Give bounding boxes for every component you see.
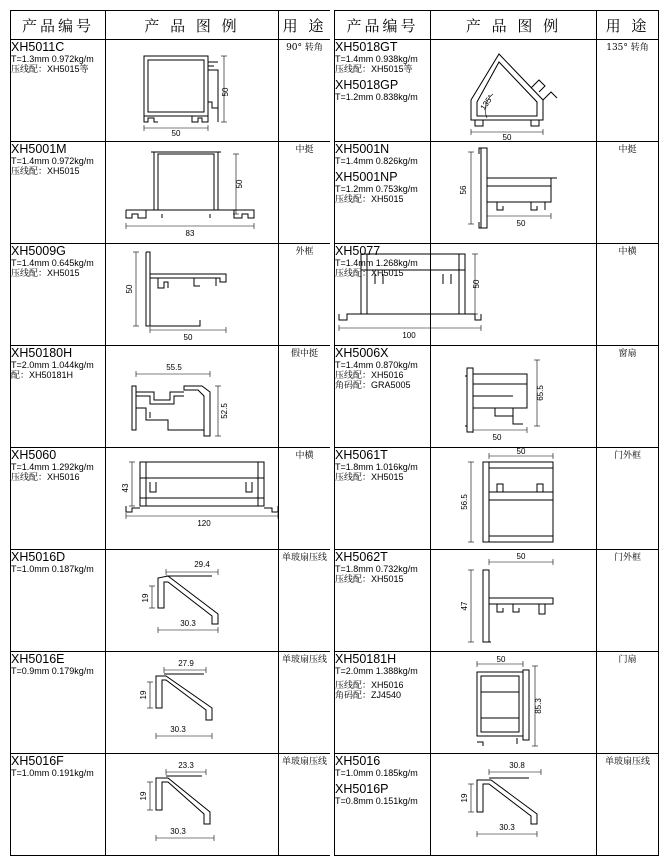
profile-figure-cell <box>106 550 279 652</box>
product-code-cell <box>335 754 431 856</box>
profile-drawing <box>431 754 597 855</box>
spec-line: 压线配：XH5015 <box>335 574 404 584</box>
table-row <box>11 346 331 448</box>
dimension-label: 29.4 <box>194 560 210 569</box>
product-code-cell <box>11 550 106 652</box>
header-use: 用 途 <box>279 11 331 40</box>
profile-drawing <box>431 448 597 549</box>
dimension-label: 65.5 <box>536 385 545 401</box>
dimension-label: 27.9 <box>178 659 194 668</box>
profile-figure-cell <box>431 652 597 754</box>
product-code-cell <box>335 40 431 142</box>
usage-cell: 窗扇 <box>597 346 659 448</box>
product-code-cell <box>335 448 431 550</box>
table-row <box>335 550 659 652</box>
dimension-label: 83 <box>185 229 195 238</box>
spec-line: 压线配：XH5016 <box>11 472 80 482</box>
dimension-label: 19 <box>141 593 150 603</box>
profile-drawing <box>431 652 597 753</box>
profile-drawing <box>402 244 597 345</box>
table-row <box>335 244 659 346</box>
model-name: XH5061T <box>335 448 388 462</box>
product-code-cell <box>335 550 431 652</box>
product-code-cell <box>335 142 431 244</box>
spec-line: T=1.2mm 0.838kg/m <box>335 92 418 102</box>
model-name: XH5016P <box>335 782 389 796</box>
catalog-table-right <box>334 10 659 856</box>
dimension-label: 19 <box>139 791 148 801</box>
usage-cell: 单玻扇压线 <box>279 550 331 652</box>
usage-cell: 中挺 <box>597 142 659 244</box>
profile-drawing <box>106 652 279 753</box>
table-row <box>11 550 331 652</box>
dimension-label: 50 <box>125 284 134 294</box>
dimension-label: 50 <box>496 655 506 664</box>
table-row <box>335 142 659 244</box>
profile-figure-cell <box>431 40 597 142</box>
table-header-row <box>11 11 331 40</box>
usage-cell: 门扇 <box>597 652 659 754</box>
model-name: XH5016F <box>11 754 64 768</box>
dimension-label: 50 <box>516 219 526 228</box>
usage-cell: 中横 <box>597 244 659 346</box>
profile-drawing <box>106 142 279 243</box>
product-code-cell <box>335 244 431 346</box>
dimension-label: 47 <box>460 601 469 611</box>
profile-figure-cell <box>106 652 279 754</box>
profile-figure-cell <box>431 754 597 856</box>
profile-figure-cell <box>431 550 597 652</box>
table-header-row <box>335 11 659 40</box>
profile-drawing <box>431 550 597 651</box>
dimension-label: 30.3 <box>170 827 186 836</box>
profile-drawing <box>106 40 279 141</box>
model-name: XH5009G <box>11 244 66 258</box>
spec-line: 压线配：XH5015 <box>335 268 404 278</box>
spec-line: 压线配：XH5015 <box>335 472 404 482</box>
profile-figure-cell <box>106 346 279 448</box>
usage-cell: 外框 <box>279 244 331 346</box>
profile-figure-cell <box>431 142 597 244</box>
product-code-cell <box>11 40 106 142</box>
spec-line: 压线配：XH5016 <box>335 370 404 380</box>
model-name: XH5001M <box>11 142 67 156</box>
spec-line: T=1.4mm 0.645kg/m <box>11 258 94 268</box>
model-name: XH5016 <box>335 754 381 768</box>
spec-line: 角码配：GRA5005 <box>335 380 411 390</box>
model-name: XH5018GP <box>335 78 399 92</box>
usage-cell: 中横 <box>279 448 331 550</box>
dimension-label: 50 <box>516 447 526 456</box>
header-figure: 产 品 图 例 <box>106 11 279 40</box>
table-row <box>11 754 331 856</box>
spec-line: T=1.3mm 0.972kg/m <box>11 54 94 64</box>
product-code-cell <box>335 652 431 754</box>
usage-cell: 门外框 <box>597 448 659 550</box>
spec-line: T=2.0mm 1.044kg/m <box>11 360 94 370</box>
dimension-label: 23.3 <box>178 761 194 770</box>
profile-figure-cell <box>106 40 279 142</box>
spec-line: T=1.4mm 0.972kg/m <box>11 156 94 166</box>
spec-line: T=0.9mm 0.179kg/m <box>11 666 94 676</box>
table-row <box>11 448 331 550</box>
spec-line: T=1.0mm 0.191kg/m <box>11 768 94 778</box>
model-name: XH50181H <box>335 652 397 666</box>
table-row <box>335 448 659 550</box>
model-name: XH5060 <box>11 448 57 462</box>
table-row <box>11 652 331 754</box>
dimension-label: 50 <box>516 552 526 561</box>
product-code-cell <box>335 346 431 448</box>
spec-line: 压线配：XH5016 <box>335 680 404 690</box>
dimension-label: 50 <box>171 129 181 138</box>
spec-line: T=1.4mm 1.268kg/m <box>335 258 418 268</box>
dimension-label: 50 <box>183 333 193 342</box>
usage-cell: 假中挺 <box>279 346 331 448</box>
table-row <box>335 346 659 448</box>
dimension-label: 50 <box>492 433 502 442</box>
profile-drawing <box>106 346 279 447</box>
dimension-label: 55.5 <box>166 363 182 372</box>
product-code-cell <box>11 448 106 550</box>
profile-figure-cell <box>402 244 597 346</box>
spec-line: T=1.4mm 0.938kg/m <box>335 54 418 64</box>
usage-cell: 90° 转角 <box>279 40 331 142</box>
usage-cell: 单玻扇压线 <box>279 754 331 856</box>
dimension-label: 100 <box>402 331 416 340</box>
dimension-label: 50 <box>502 133 512 142</box>
spec-line: T=1.8mm 1.016kg/m <box>335 462 418 472</box>
spec-line: T=1.0mm 0.187kg/m <box>11 564 94 574</box>
profile-drawing <box>431 40 597 141</box>
product-code-cell <box>11 652 106 754</box>
dimension-label: 85.3 <box>534 698 543 714</box>
header-code: 产品编号 <box>335 11 431 40</box>
dimension-label: 135° <box>478 93 496 112</box>
model-name: XH5001N <box>335 142 390 156</box>
model-name: XH5011C <box>11 40 65 54</box>
table-row <box>335 652 659 754</box>
dimension-label: 120 <box>197 519 211 528</box>
profile-drawing <box>106 754 279 855</box>
catalog-table-left <box>10 10 331 856</box>
dimension-label: 56 <box>459 185 468 195</box>
model-name: XH50180H <box>11 346 73 360</box>
dimension-label: 50 <box>235 179 244 189</box>
spec-line: T=0.8mm 0.151kg/m <box>335 796 418 806</box>
model-name: XH5016D <box>11 550 66 564</box>
spec-line: 压线配：XH5015 <box>335 194 404 204</box>
product-code-cell <box>11 142 106 244</box>
spec-line: T=1.4mm 1.292kg/m <box>11 462 94 472</box>
profile-drawing <box>431 142 597 243</box>
product-code-cell <box>11 754 106 856</box>
dimension-label: 56.5 <box>460 494 469 510</box>
spec-line: 压线配：XH5015等 <box>11 64 89 74</box>
model-name: XH5006X <box>335 346 389 360</box>
profile-figure-cell <box>431 346 597 448</box>
table-row <box>11 142 331 244</box>
usage-cell: 135° 转角 <box>597 40 659 142</box>
profile-figure-cell <box>106 142 279 244</box>
dimension-label: 30.3 <box>180 619 196 628</box>
dimension-label: 52.5 <box>220 403 229 419</box>
dimension-label: 19 <box>139 690 148 700</box>
table-row <box>335 40 659 142</box>
dimension-label: 43 <box>121 483 130 493</box>
model-name: XH5016E <box>11 652 65 666</box>
profile-figure-cell <box>106 754 279 856</box>
spec-line: T=1.8mm 0.732kg/m <box>335 564 418 574</box>
dimension-label: 50 <box>472 279 481 289</box>
profile-figure-cell <box>106 244 279 346</box>
dimension-label: 30.8 <box>509 761 525 770</box>
usage-cell: 单玻扇压线 <box>597 754 659 856</box>
profile-drawing <box>106 550 279 651</box>
spec-line: T=1.4mm 0.870kg/m <box>335 360 418 370</box>
dimension-label: 19 <box>460 793 469 803</box>
model-name: XH5062T <box>335 550 388 564</box>
header-code: 产品编号 <box>11 11 106 40</box>
dimension-label: 30.3 <box>499 823 515 832</box>
profile-figure-cell <box>106 448 279 550</box>
spec-line: T=1.2mm 0.753kg/m <box>335 184 418 194</box>
profile-figure-cell <box>431 448 597 550</box>
usage-cell: 中挺 <box>279 142 331 244</box>
profile-drawing <box>431 346 597 447</box>
table-row <box>11 244 331 346</box>
header-use: 用 途 <box>597 11 659 40</box>
spec-line: 配：XH50181H <box>11 370 74 380</box>
model-name: XH5077 <box>335 244 381 258</box>
usage-cell: 单玻扇压线 <box>279 652 331 754</box>
product-code-cell <box>11 244 106 346</box>
usage-cell: 门外框 <box>597 550 659 652</box>
spec-line: 压线配：XH5015等 <box>335 64 413 74</box>
model-name: XH5018GT <box>335 40 398 54</box>
table-row <box>335 754 659 856</box>
spec-line: 压线配：XH5015 <box>11 166 80 176</box>
dimension-label: 50 <box>221 87 230 97</box>
spec-line: 压线配：XH5015 <box>11 268 80 278</box>
product-code-cell <box>11 346 106 448</box>
profile-drawing <box>106 448 279 549</box>
header-figure: 产 品 图 例 <box>431 11 597 40</box>
spec-line: T=1.0mm 0.185kg/m <box>335 768 418 778</box>
spec-line: T=2.0mm 1.388kg/m <box>335 666 418 676</box>
profile-drawing <box>106 244 279 345</box>
dimension-label: 30.3 <box>170 725 186 734</box>
spec-line: 角码配：ZJ4540 <box>335 690 402 700</box>
model-name: XH5001NP <box>335 170 398 184</box>
table-row <box>11 40 331 142</box>
spec-line: T=1.4mm 0.826kg/m <box>335 156 418 166</box>
